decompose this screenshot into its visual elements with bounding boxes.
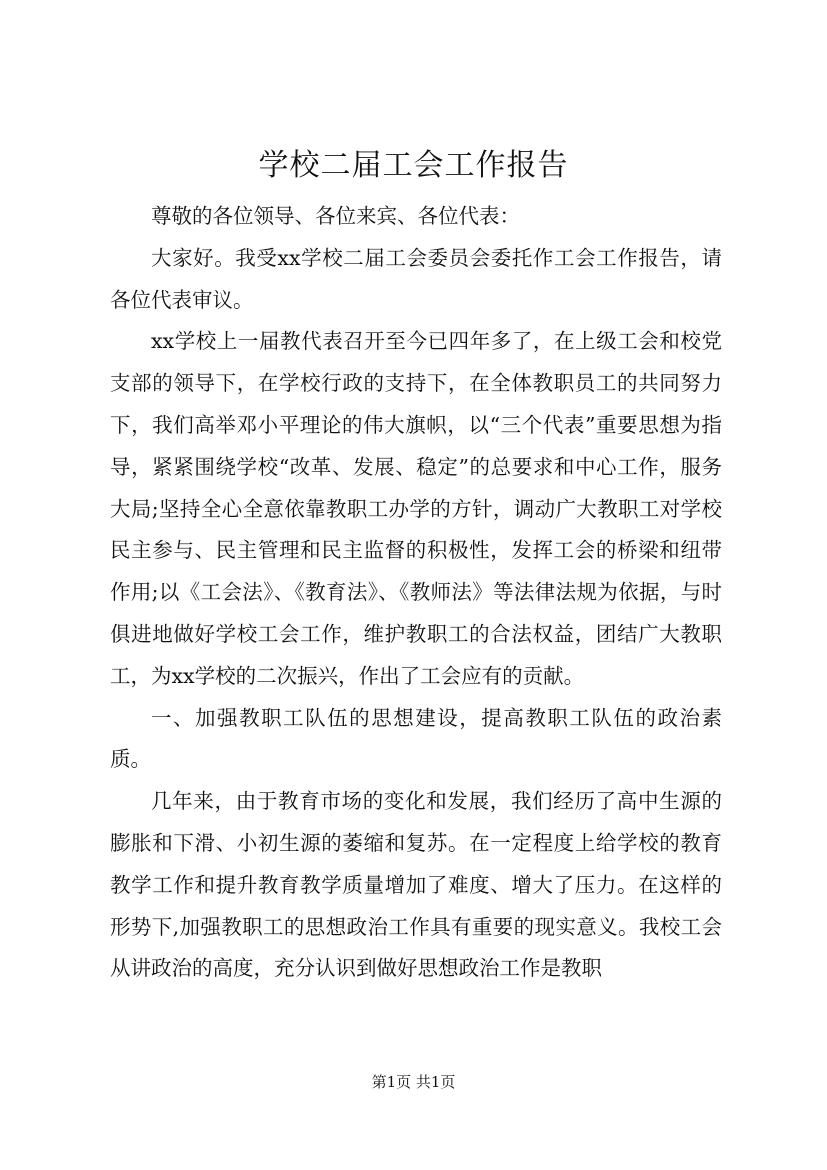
- summary-paragraph: xx学校上一届教代表召开至今已四年多了，在上级工会和校党支部的领导下，在学校行政的支持下，在全体教职员工的共同努力下，我们高举邓小平理论的伟大旗帜，以“三个代表”重要思想为指导，紧紧围绕学校“改革、发展、稳定”的总要求和中心工作，服务大局;坚持全心全意依靠教职工办学的方针，调动广大教职工对学校民主参与、民主管理和民主监督的积极性，发挥工会的桥梁和纽带作用;以《工会法》、《教育法》、《教师法》等法律法规为依据，与时俱进地做好学校工会工作，维护教职工的合法权益，团结广大教职工，为xx学校的二次振兴，作出了工会应有的贡献。: [110, 329, 722, 688]
- page-number-footer: 第1页 共1页: [371, 1073, 456, 1091]
- section-paragraph: 几年来，由于教育市场的变化和发展，我们经历了高中生源的膨胀和下滑、小初生源的萎缩和复苏。在一定程度上给学校的教育教学工作和提升教育教学质量增加了难度、增大了压力。在这样的形势下,加强教职工的思想政治工作具有重要的现实意义。我校工会从讲政治的高度，充分认识到做好思想政治工作是教职: [110, 789, 722, 981]
- section-heading: 一、加强教职工队伍的思想建设，提高教职工队伍的政治素质。: [110, 705, 722, 772]
- greeting-paragraph: 大家好。我受xx学校二届工会委员会委托作工会工作报告，请各位代表审议。: [110, 245, 722, 312]
- salutation-paragraph: 尊敬的各位领导、各位来宾、各位代表：: [151, 204, 520, 228]
- document-title: 学校二届工会工作报告: [258, 148, 569, 183]
- document-body: [110, 196, 722, 990]
